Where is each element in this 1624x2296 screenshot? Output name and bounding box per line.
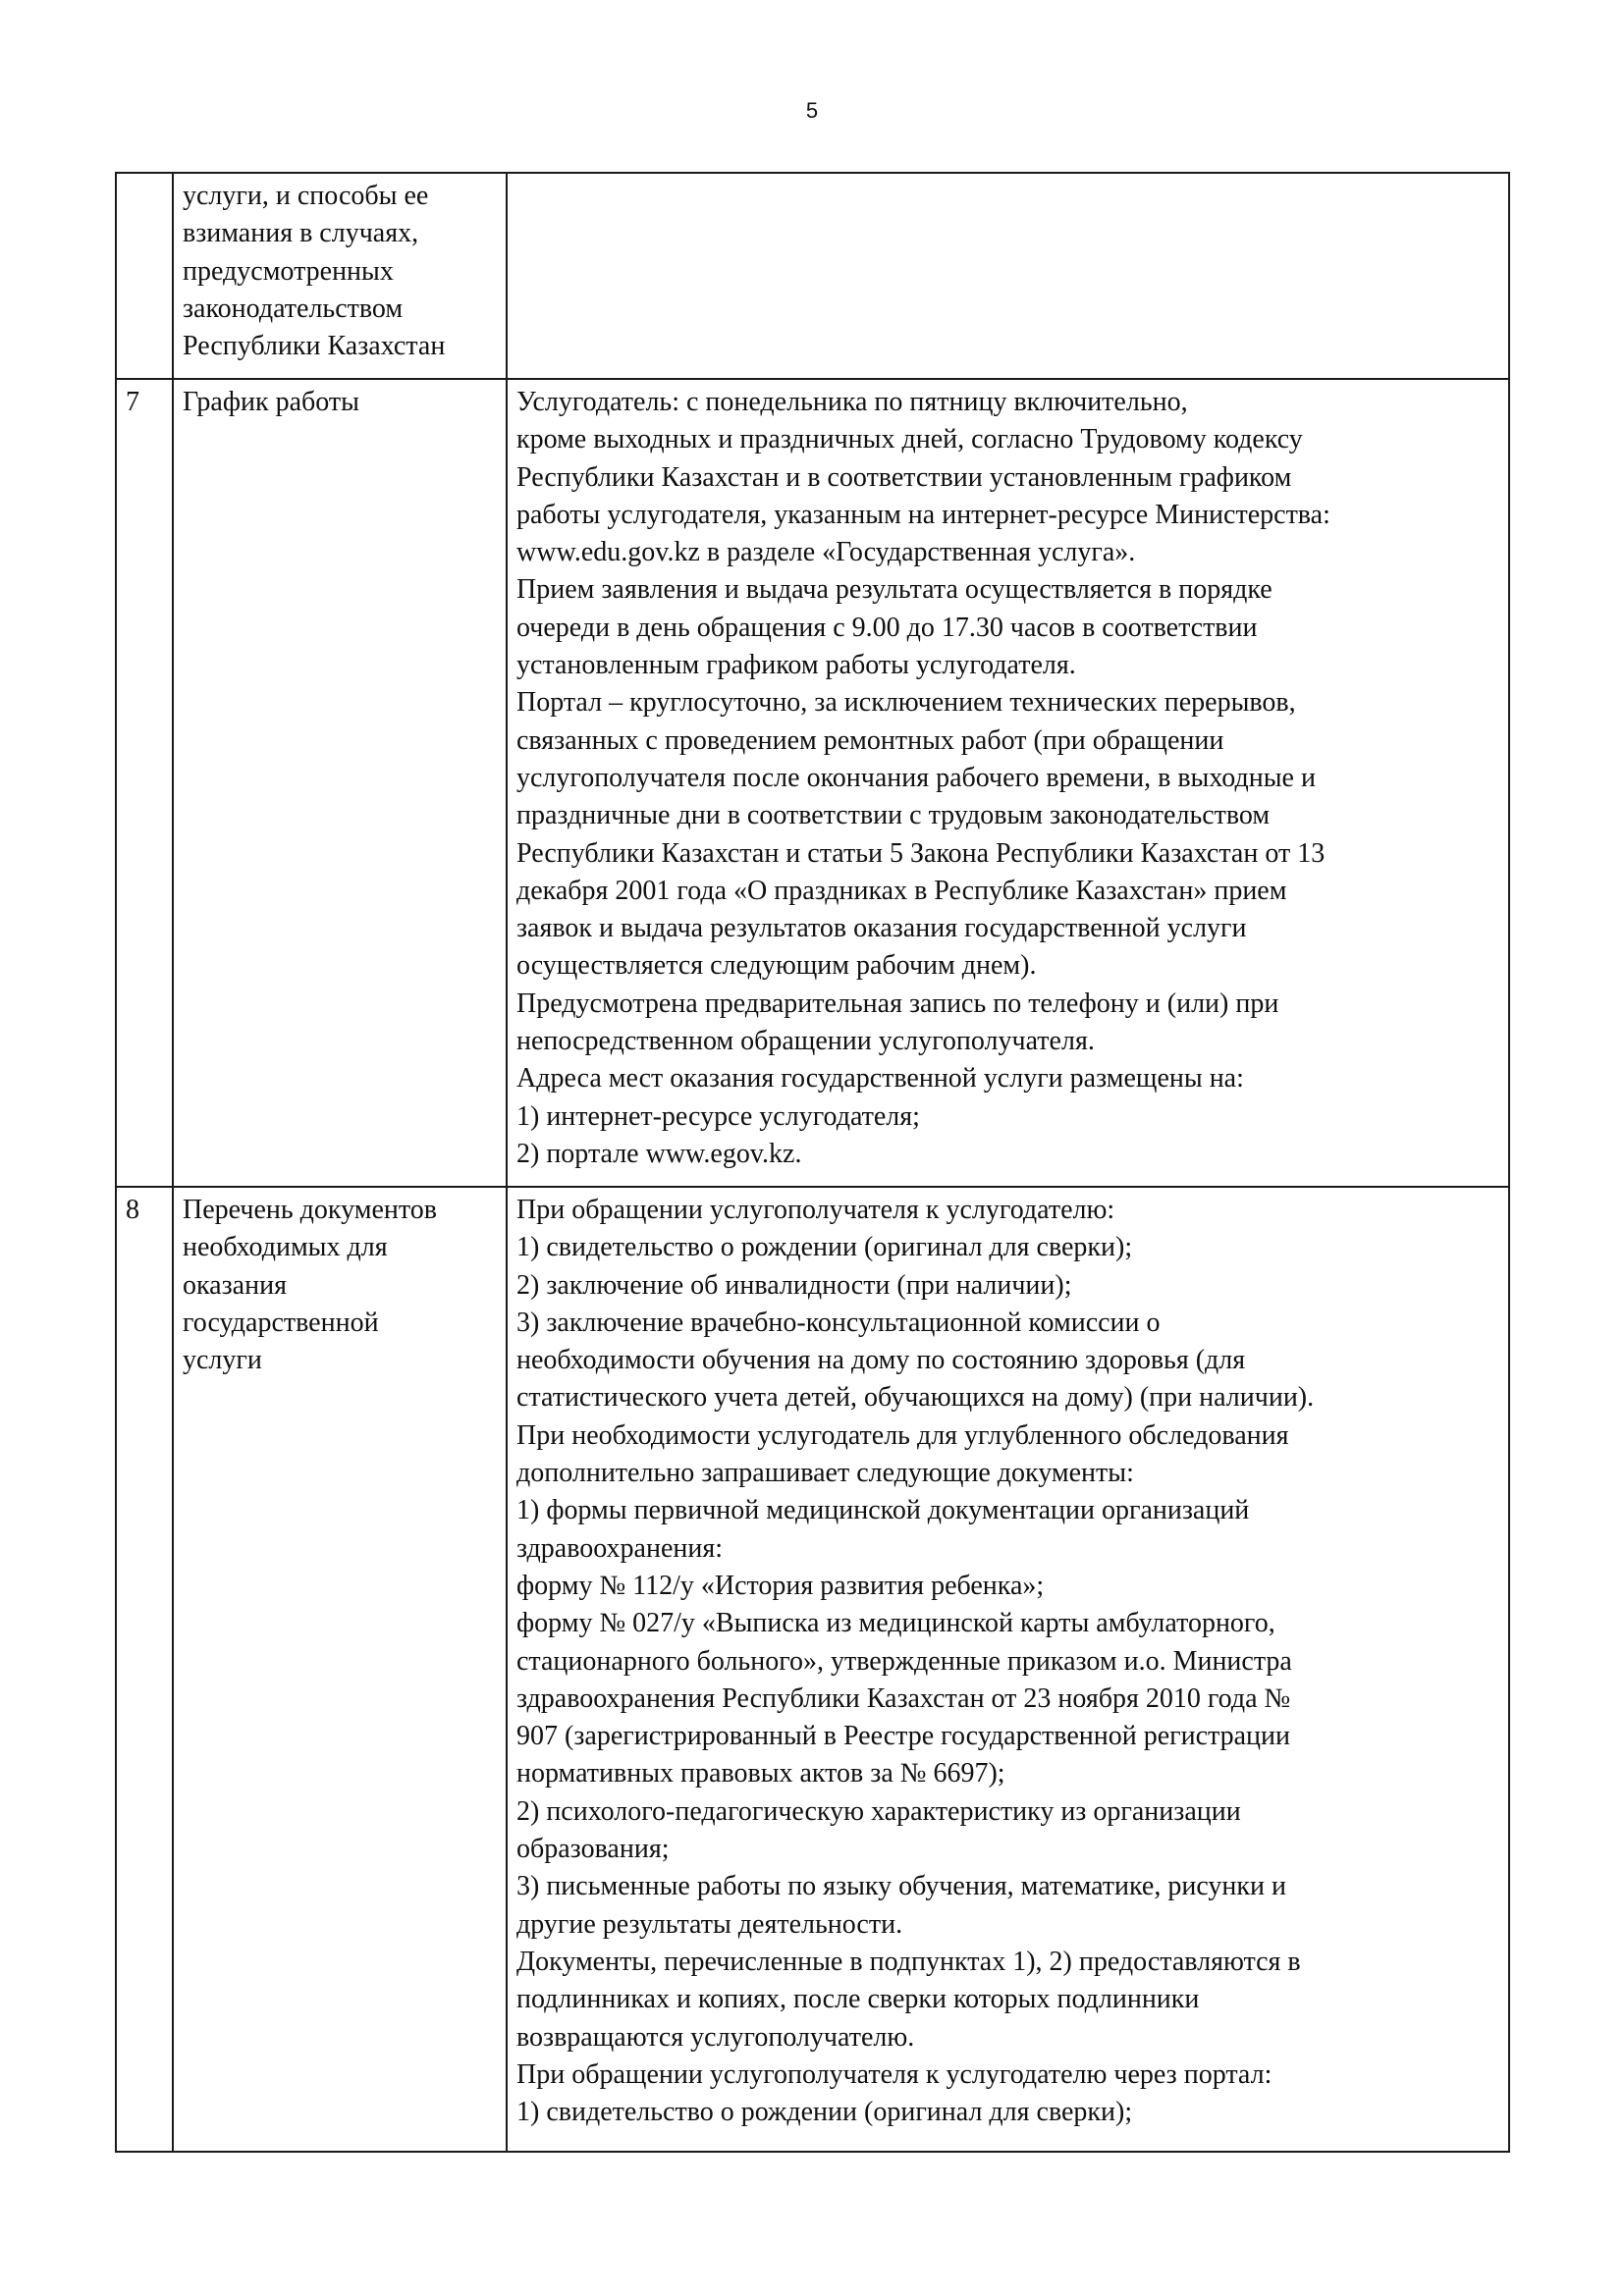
text-line: При обращении услугополучателя к услугодателю через портал: [516,2058,1272,2090]
text-line: услуги, и способы ее [183,181,429,211]
row-number: 8 [116,1187,173,2152]
text-line: декабря 2001 года «О праздниках в Республике Казахстан» прием [516,875,1287,906]
text-line: установленным графиком работы услугодателя. [516,650,1076,681]
row-content [507,1187,1509,2152]
text-line: необходимости обучения на дому по состоянию здоровья (для [516,1345,1246,1376]
text-line: Предусмотрена предварительная запись по телефону и (или) при [516,988,1279,1019]
text-line: Прием заявления и выдача результата осуществляется в порядке [516,574,1272,606]
text-line: законодательством [183,293,404,324]
text-line: При обращении услугополучателя к услугодателю: [516,1195,1115,1225]
text-line: здравоохранения Республики Казахстан от 23 ноября 2010 года № [516,1682,1291,1714]
text-line: Республики Казахстан и статьи 5 Закона Республики Казахстан от 13 [516,837,1326,869]
text-line: необходимых для [183,1232,388,1263]
text-line: услугополучателя после окончания рабочего времени, в выходные и [516,762,1316,793]
text-line: взимания в случаях, [183,218,419,249]
text-line: 1) свидетельство о рождении (оригинал для сверки); [516,2097,1133,2128]
table-row-required-documents [116,1187,1509,2152]
text-line: кроме выходных и праздничных дней, согласно Трудовому кодексу [516,424,1303,455]
text-line: дополнительно запрашивает следующие документы: [516,1458,1134,1489]
text-line: Республики Казахстан [183,331,446,362]
text-line: предусмотренных [183,255,394,287]
row-title [173,1187,507,2152]
row-number: 7 [116,379,173,1187]
text-line: 907 (зарегистрированный в Реестре государственной регистрации [516,1721,1290,1752]
text-line: Документы, перечисленные в подпунктах 1), 2) предоставляются в [516,1946,1301,1977]
text-line: 1) формы первичной медицинской документации организаций [516,1495,1250,1526]
page-number: 5 [805,98,819,123]
text-line: праздничные дни в соответствии с трудовым законодательством [516,800,1271,831]
text-line: заявок и выдача результатов оказания государственной услуги [516,913,1247,944]
text-line: статистического учета детей, обучающихся на дому) (при наличии). [516,1382,1315,1414]
text-line: форму № 027/у «Выписка из медицинской карты амбулаторного, [516,1608,1275,1639]
text-line: стационарного больного», утвержденные приказом и.о. Министра [516,1645,1292,1677]
text-line: осуществляется следующим рабочим днем). [516,950,1037,982]
text-line: Портал – круглосуточно, за исключением технических перерывов, [516,687,1296,719]
text-line: возвращаются услугополучателю. [516,2021,915,2053]
text-line: образования; [516,1834,670,1865]
text-line: Услугодатель: с понедельника по пятницу включительно, [516,387,1188,417]
text-line: здравоохранения: [516,1532,724,1564]
row-title [173,379,507,1187]
text-line: Республики Казахстан и в соответствии установленным графиком [516,461,1292,493]
row-title [173,173,507,379]
text-line: подлинниках и копиях, после сверки которых подлинники [516,1984,1200,2015]
text-line: При необходимости услугодатель для углубленного обследования [516,1419,1289,1451]
text-line: другие результаты деятельности. [516,1908,903,1940]
text-line: Перечень документов [183,1195,437,1225]
text-line: 2) портале www.egov.kz. [516,1138,802,1169]
text-line: оказания [183,1269,287,1301]
row-content [507,173,1509,379]
text-line: 1) свидетельство о рождении (оригинал для сверки); [516,1232,1133,1263]
text-line: 3) письменные работы по языку обучения, математике, рисунки и [516,1871,1286,1902]
service-standard-table [115,172,1510,2153]
table-row-continued [116,173,1509,379]
text-line: www.edu.gov.kz в разделе «Государственная услуга». [516,537,1136,568]
text-line: Адреса мест оказания государственной услуги размещены на: [516,1063,1244,1095]
text-line: связанных с проведением ремонтных работ (при обращении [516,724,1224,756]
text-line: 1) интернет-ресурсе услугодателя; [516,1100,920,1132]
text-line: государственной [183,1307,379,1338]
text-line: непосредственном обращении услугополучателя. [516,1026,1095,1057]
text-line: услуги [183,1345,262,1376]
text-line: работы услугодателя, указанным на интернет-ресурсе Министерства: [516,499,1330,530]
text-line: График работы [183,387,359,417]
row-content [507,379,1509,1187]
text-line: форму № 112/у «История развития ребенка»; [516,1570,1045,1601]
text-line: 2) заключение об инвалидности (при наличии); [516,1269,1072,1301]
text-line: 2) психолого-педагогическую характеристику из организации [516,1795,1241,1827]
table-row-work-schedule [116,379,1509,1187]
text-line: 3) заключение врачебно-консультационной комиссии о [516,1307,1161,1338]
text-line: очереди в день обращения с 9.00 до 17.30 часов в соответствии [516,612,1258,643]
text-line: нормативных правовых актов за № 6697); [516,1758,1005,1789]
row-number [116,173,173,379]
